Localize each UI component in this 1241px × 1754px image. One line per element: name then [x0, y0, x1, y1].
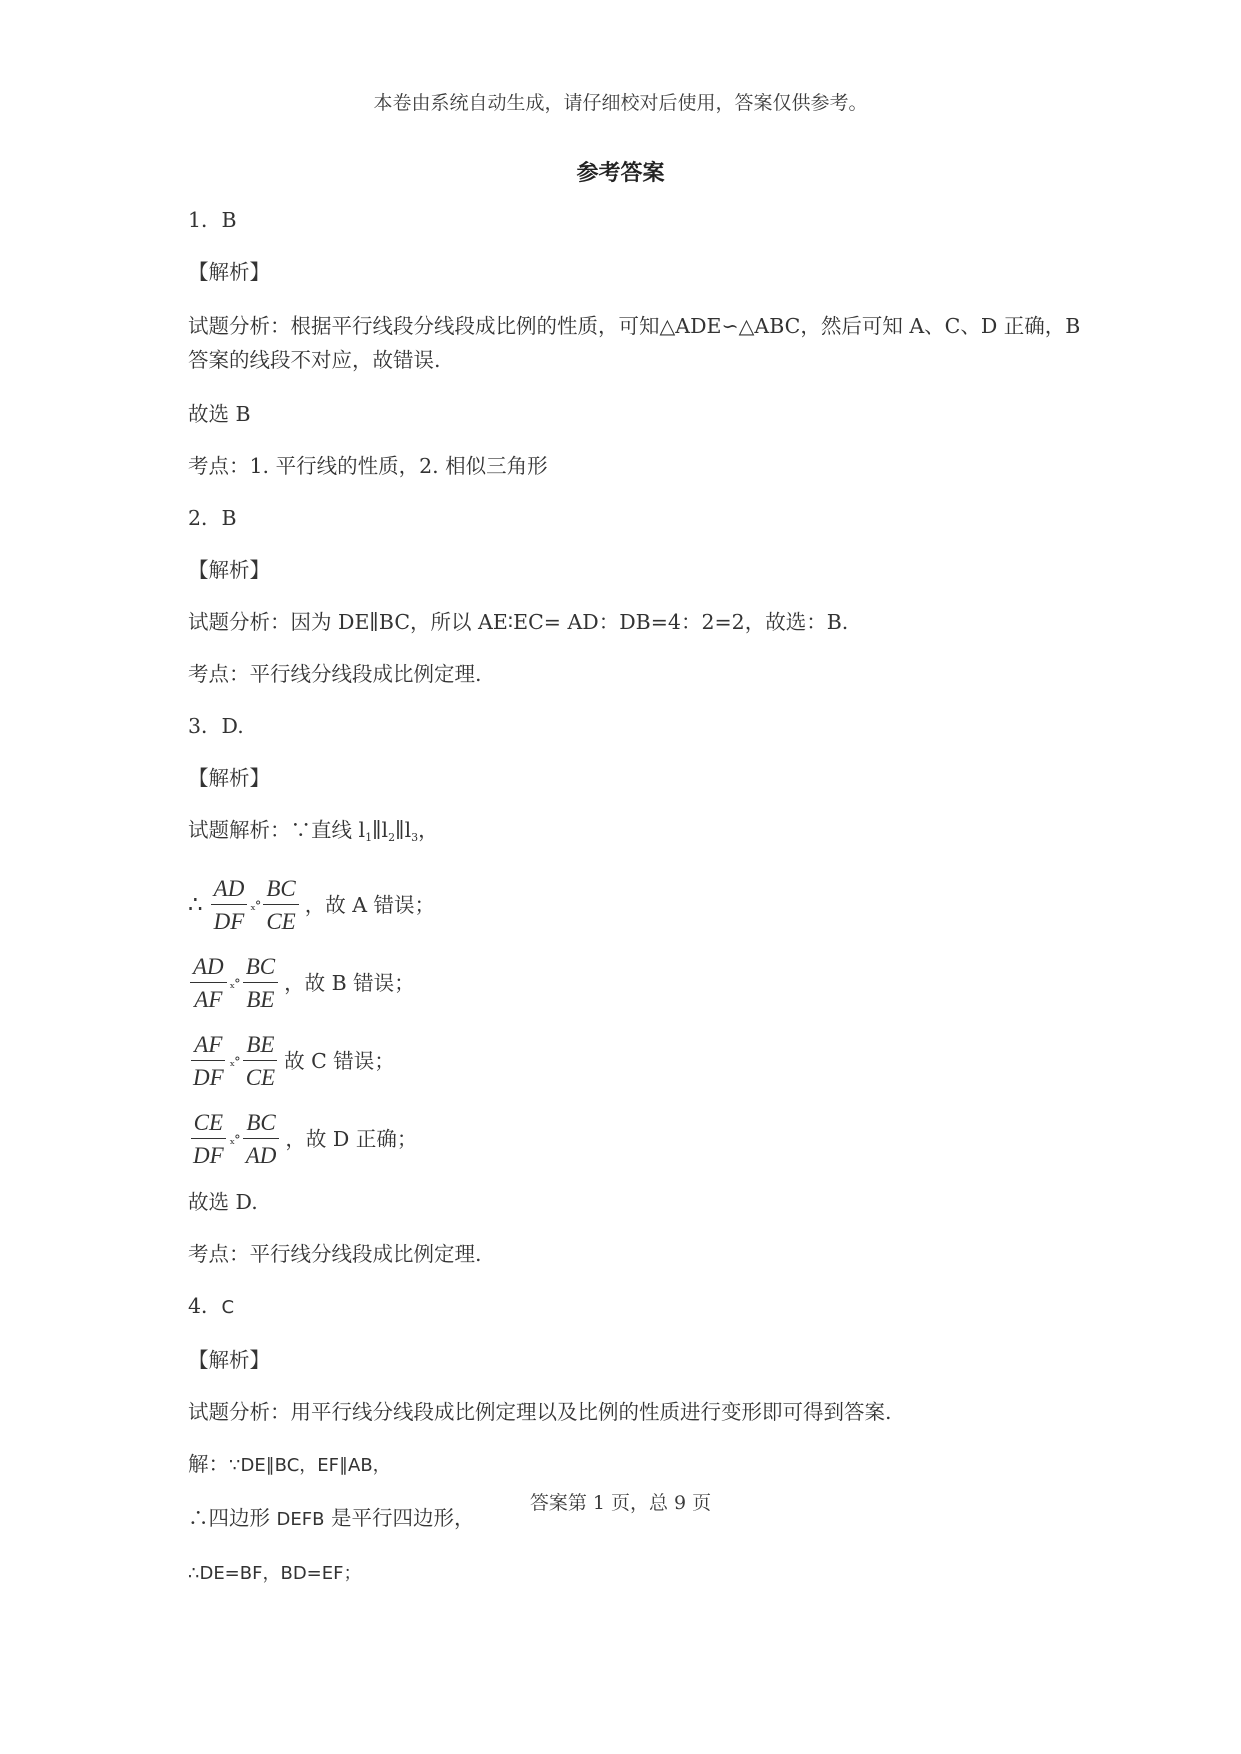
q2-answer: 2．B — [188, 506, 237, 530]
q1-kaodian: 考点：1. 平行线的性质，2. 相似三角形 — [188, 454, 548, 478]
q4-analysis: 试题分析：用平行线分线段成比例定理以及比例的性质进行变形即可得到答案. — [188, 1400, 892, 1424]
q1-analysis: 试题分析：根据平行线段分线段成比例的性质，可知△ADE∽△ABC，然后可知 A、C、D 正确，B 答案的线段不对应，故错误. — [188, 314, 1081, 372]
page-title: 参考答案 — [576, 161, 665, 186]
fraction-conclusion: ，故 D 正确； — [285, 1127, 418, 1151]
q4-jiexi-label: 【解析】 — [188, 1348, 270, 1372]
fraction: $\frac{BC}{AD}$ — [241, 1109, 282, 1169]
therefore-symbol: ∴ — [188, 892, 203, 918]
fraction: $\frac{BC}{BE}$ — [241, 953, 280, 1013]
fraction-conclusion: ，故 B 错误； — [284, 971, 415, 995]
not-equal-symbol: ₓ° — [229, 1055, 240, 1070]
fraction-conclusion: 故 C 错误； — [284, 1049, 395, 1073]
q3-ratio-line — [188, 953, 1088, 1013]
q2-analysis: 试题分析：因为 DE∥BC，所以 AE∶EC= AD：DB=4：2=2，故选：B. — [188, 610, 849, 634]
q3-ratio-line — [188, 1031, 1088, 1091]
q3-answer: 3．D. — [188, 714, 244, 738]
q3-ratio-line — [188, 875, 1088, 935]
q3-kaodian: 考点：平行线分线段成比例定理. — [188, 1242, 482, 1266]
not-equal-symbol: ₓ° — [229, 1133, 240, 1148]
q4-answer: 4．C — [188, 1294, 235, 1318]
q4-solution-line: ∴DE=BF，BD=EF； — [188, 1563, 362, 1584]
fraction: $\frac{BE}{CE}$ — [241, 1031, 280, 1091]
answer-content — [188, 205, 1088, 1611]
fraction-conclusion: ，故 A 错误； — [304, 893, 436, 917]
q1-jiexi-label: 【解析】 — [188, 260, 270, 284]
fraction: $\frac{AD}{DF}$ — [209, 875, 250, 935]
q1-choose: 故选 B — [188, 402, 251, 426]
q2-kaodian: 考点：平行线分线段成比例定理. — [188, 662, 482, 686]
not-equal-symbol: ₓ° — [229, 977, 240, 992]
q3-analysis: 试题解析：∵直线 $l_1\parallel l_2\parallel l_3$， — [188, 818, 439, 844]
header-note: 本卷由系统自动生成，请仔细校对后使用，答案仅供参考。 — [373, 92, 868, 114]
fraction: $\frac{CE}{DF}$ — [188, 1109, 229, 1169]
q3-ratio-line — [188, 1109, 1088, 1169]
q3-choose: 故选 D. — [188, 1190, 258, 1214]
q2-jiexi-label: 【解析】 — [188, 558, 270, 582]
q3-jiexi-label: 【解析】 — [188, 766, 270, 790]
q4-solution-line: 解：∵DE∥BC，EF∥AB， — [188, 1452, 391, 1476]
fraction: $\frac{AD}{AF}$ — [188, 953, 229, 1013]
fraction: $\frac{AF}{DF}$ — [193, 1032, 224, 1090]
fraction: $\frac{BC}{CE}$ — [261, 875, 300, 935]
q4-solution-line: ∴四边形 DEFB 是平行四边形， — [188, 1506, 475, 1530]
not-equal-symbol: ₓ° — [250, 899, 261, 914]
page-footer: 答案第 1 页，总 9 页 — [529, 1492, 712, 1514]
q1-answer: 1．B — [188, 208, 237, 232]
